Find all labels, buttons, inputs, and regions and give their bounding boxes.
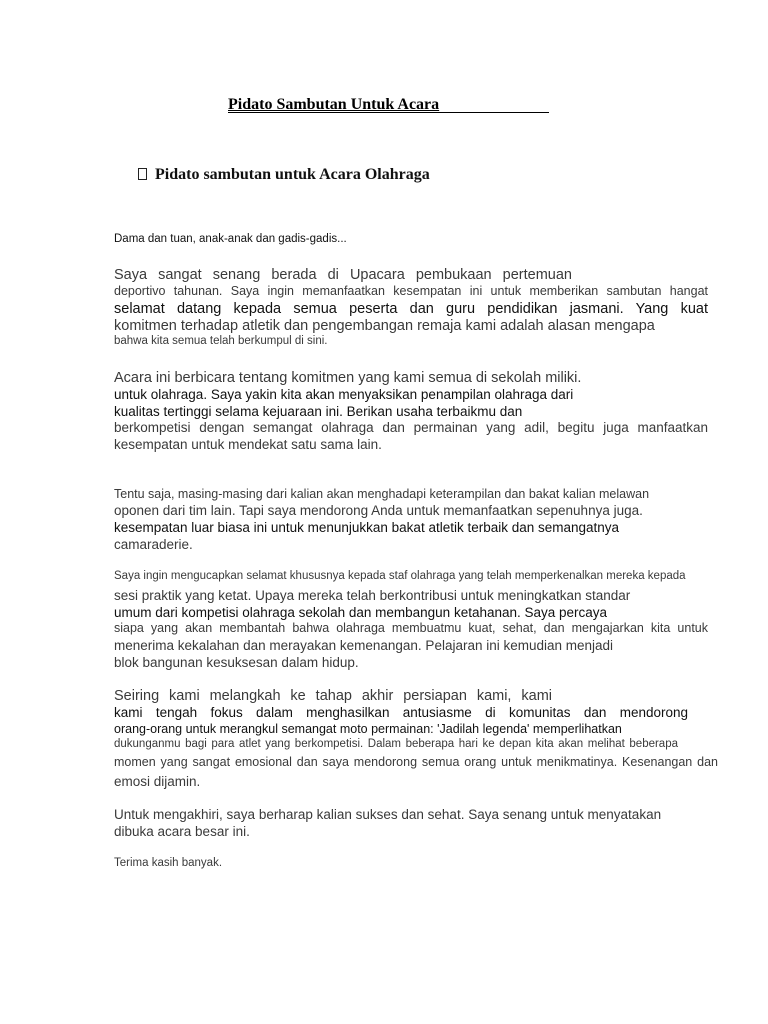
text-line: Tentu saja, masing-masing dari kalian akan menghadapi keterampilan dan bakat kalian melawan (114, 487, 650, 501)
text-line: kualitas tertinggi selama kejuaraan ini. Berikan usaha terbaikmu dan (114, 404, 523, 419)
text-line: Saya sangat senang berada di Upacara pembukaan pertemuan (114, 267, 572, 283)
text-line: deportivo tahunan. Saya ingin memanfaatkan kesempatan ini untuk memberikan sambutan hangat (114, 284, 708, 298)
text-line: kesempatan luar biasa ini untuk menunjukkan bakat atletik terbaik dan semangatnya (114, 520, 620, 535)
text-line: kami tengah fokus dalam menghasilkan antusiasme di komunitas dan mendorong (114, 705, 688, 720)
text-line: menerima kekalahan dan merayakan kemenangan. Pelajaran ini kemudian menjadi (114, 638, 614, 653)
text-line: dukunganmu bagi para atlet yang berkompetisi. Dalam beberapa hari ke depan kita akan melihat beberapa (114, 738, 678, 750)
text-line: Acara ini berbicara tentang komitmen yang kami semua di sekolah miliki. (114, 370, 582, 386)
text-line: bahwa kita semua telah berkumpul di sini. (114, 335, 328, 347)
text-line: komitmen terhadap atletik dan pengembangan remaja kami adalah alasan mengapa (114, 318, 655, 334)
text-line: orang-orang untuk merangkul semangat moto permainan: 'Jadilah legenda' memperlihatkan (114, 722, 622, 736)
document-title: Pidato Sambutan Untuk Acara (228, 96, 440, 113)
title-underline (228, 112, 549, 113)
text-line: umum dari kompetisi olahraga sekolah dan membangun ketahanan. Saya percaya (114, 605, 608, 620)
text-line: Terima kasih banyak. (114, 857, 223, 869)
text-line: Dama dan tuan, anak-anak dan gadis-gadis... (114, 233, 347, 245)
text-line: dibuka acara besar ini. (114, 824, 250, 839)
section-heading-text: Pidato sambutan untuk Acara Olahraga (155, 166, 430, 183)
text-line: siapa yang akan membantah bahwa olahraga membuatmu kuat, sehat, dan mengajarkan kita untuk (114, 621, 708, 635)
text-line: Saya ingin mengucapkan selamat khususnya kepada staf olahraga yang telah memperkenalkan mereka kepada (114, 570, 686, 582)
text-line: Seiring kami melangkah ke tahap akhir persiapan kami, kami (114, 688, 552, 704)
text-line: untuk olahraga. Saya yakin kita akan menyaksikan penampilan olahraga dari (114, 387, 574, 402)
text-line: momen yang sangat emosional dan saya mendorong semua orang untuk menikmatinya. Kesenangan dan (114, 755, 718, 769)
checkbox-bullet-icon (138, 168, 147, 180)
text-line: selamat datang kepada semua peserta dan guru pendidikan jasmani. Yang kuat (114, 301, 708, 317)
text-line: camaraderie. (114, 537, 193, 552)
text-line: oponen dari tim lain. Tapi saya mendorong Anda untuk memanfaatkan sepenuhnya juga. (114, 503, 643, 518)
text-line: kesempatan untuk mendekat satu sama lain. (114, 437, 382, 452)
text-line: sesi praktik yang ketat. Upaya mereka telah berkontribusi untuk meningkatkan standar (114, 588, 631, 603)
text-line: blok bangunan kesuksesan dalam hidup. (114, 655, 359, 670)
text-line: Untuk mengakhiri, saya berharap kalian sukses dan sehat. Saya senang untuk menyatakan (114, 807, 662, 822)
text-line: emosi dijamin. (114, 774, 201, 789)
text-line: berkompetisi dengan semangat olahraga dan permainan yang adil, begitu juga manfaatkan (114, 420, 708, 435)
section-heading (138, 166, 430, 184)
